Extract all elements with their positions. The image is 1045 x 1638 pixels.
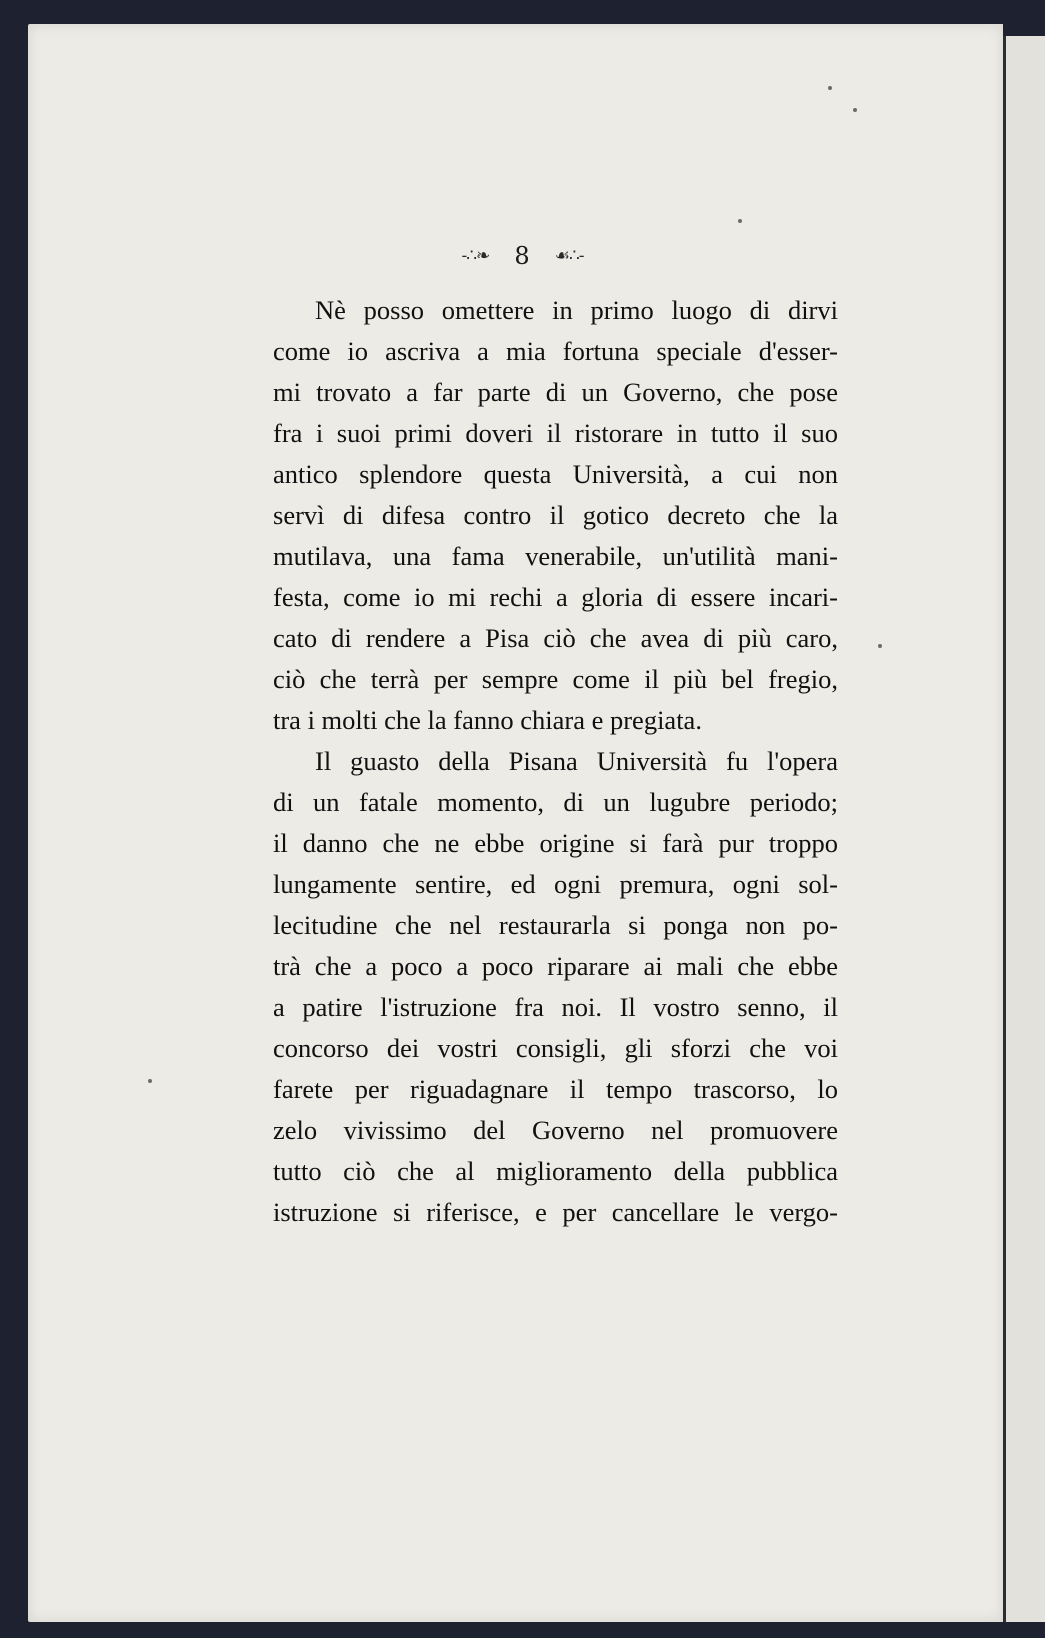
- text-line: trà che a poco a poco riparare ai mali che ebbe: [273, 951, 838, 981]
- text-line: festa, come io mi rechi a gloria di essere incari-: [273, 582, 838, 612]
- text-line: mutilava, una fama venerabile, un'utilità mani-: [273, 541, 838, 571]
- paper-speck: [853, 108, 857, 112]
- text-line: antico splendore questa Università, a cui non: [273, 459, 838, 489]
- text-line: farete per riguadagnare il tempo trascorso, lo: [273, 1074, 838, 1104]
- paper-speck: [148, 1079, 152, 1083]
- paper-speck: [828, 86, 832, 90]
- text-line: il danno che ne ebbe origine si farà pur troppo: [273, 828, 838, 858]
- text-line: mi trovato a far parte di un Governo, che pose: [273, 377, 838, 407]
- text-line: tutto ciò che al miglioramento della pubblica: [273, 1156, 838, 1186]
- text-line: a patire l'istruzione fra noi. Il vostro senno, il: [273, 992, 838, 1022]
- text-line: istruzione si riferisce, e per cancellare le vergo-: [273, 1197, 838, 1227]
- text-line: ciò che terrà per sempre come il più bel fregio,: [273, 664, 838, 694]
- text-line: lungamente sentire, ed ogni premura, ogni sol-: [273, 869, 838, 899]
- body-text: [273, 290, 838, 1233]
- paper-speck: [878, 644, 882, 648]
- text-line: lecitudine che nel restaurarla si ponga non po-: [273, 910, 838, 940]
- paragraph-1: [273, 290, 838, 741]
- text-line: zelo vivissimo del Governo nel promuovere: [273, 1115, 838, 1145]
- next-page-edge: [1003, 36, 1045, 1622]
- page-header: [0, 242, 1045, 270]
- text-line: come io ascriva a mia fortuna speciale d'esser-: [273, 336, 838, 366]
- text-line: di un fatale momento, di un lugubre periodo;: [273, 787, 838, 817]
- text-line: Nè posso omettere in primo luogo di dirvi: [315, 295, 838, 325]
- paper-speck: [738, 219, 742, 223]
- text-line: fra i suoi primi doveri il ristorare in tutto il suo: [273, 418, 838, 448]
- paragraph-2: [273, 741, 838, 1233]
- page-number: 8: [514, 242, 530, 270]
- text-line: cato di rendere a Pisa ciò che avea di più caro,: [273, 623, 838, 653]
- ornament-left: -∴❧: [461, 246, 490, 266]
- text-line: tra i molti che la fanno chiara e pregiata.: [273, 705, 702, 735]
- text-line: servì di difesa contro il gotico decreto che la: [273, 500, 838, 530]
- text-line: Il guasto della Pisana Università fu l'opera: [315, 746, 838, 776]
- text-line: concorso dei vostri consigli, gli sforzi che voi: [273, 1033, 838, 1063]
- ornament-right: ☙∴-: [554, 246, 584, 266]
